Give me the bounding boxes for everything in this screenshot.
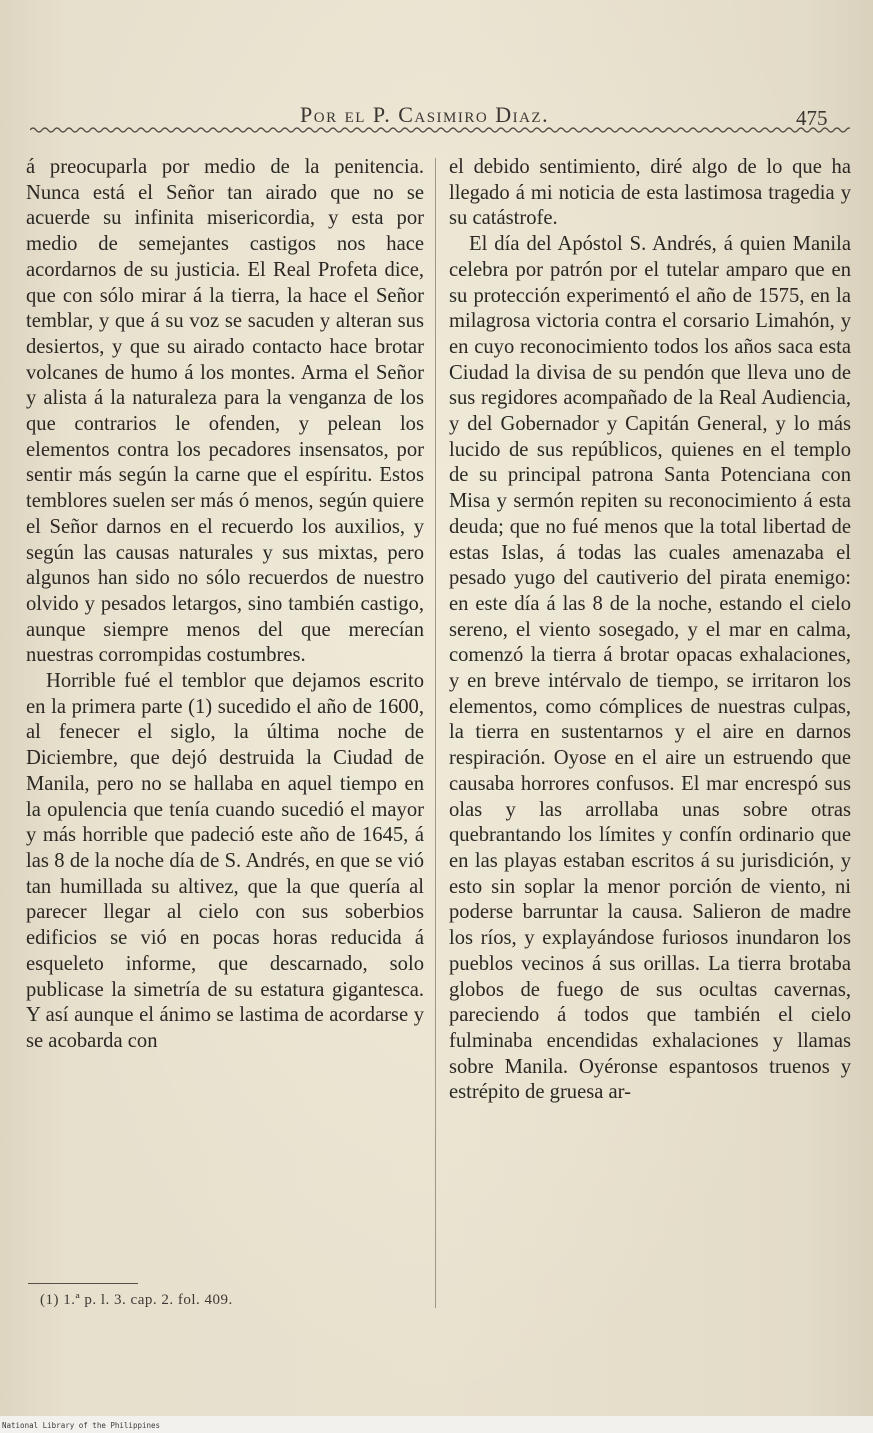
right-paragraph-1: el debido sentimiento, diré algo de lo que ha llegado á mi noticia de esta lastimosa tragedia y su catástrofe. [449,156,851,230]
footnote: (1) 1.ª p. l. 3. cap. 2. fol. 409. [40,1292,233,1308]
column-divider [435,158,436,1308]
running-title: Por el P. Casimiro Diaz. [300,102,550,127]
right-column [449,155,851,1106]
page-number: 475 [796,106,828,130]
left-paragraph-2: Horrible fué el temblor que dejamos escrito en la primera parte (1) sucedido el año de 1600, al fenecer el siglo, la última noche de Diciembre, que dejó destruida la Ciudad de Manila, pero no se hallaba en aquel tiempo en la opulencia que tenía cuando sucedió el mayor y más horrible que padeció este año de 1645, á las 8 de la noche día de S. Andrés, en que se vió tan humillada su altivez, que la que quería al parecer llegar al cielo con sus soberbios edificios se vió en pocas horas reducida á esqueleto informe, que descarnado, solo publicase la simetría de su estatura gigantesca. Y así aunque el ánimo se lastima de acordarse y se acobarda con [26,670,424,1052]
right-paragraph-2: El día del Apóstol S. Andrés, á quien Manila celebra por patrón por el tutelar amparo que en su protección experimentó el año de 1575, en la milagrosa victoria contra el corsario Limahón, y en cuyo reconocimiento todos los años saca esta Ciudad la divisa de su pendón que lleva uno de sus regidores acompañado de la Real Audiencia, y del Gobernador y Capitán General, y lo más lucido de sus repúblicos, quienes en el templo de su principal patrona Santa Potenciana con Misa y sermón repiten su reconocimiento á esta deuda; que no fué menos que la total libertad de estas Islas, á todas las cuales amenazaba el pesado yugo del cautiverio del pirata enemigo: en este día á las 8 de la noche, estando el cielo sereno, el viento sosegado, y el mar en calma, comenzó la tierra á brotar opacas exhalaciones, y en breve intérvalo de tiempo, se irritaron los elementos, como cómplices de nuestras culpas, la tierra en sustentarnos y el aire en darnos respiración. Oyose en el aire un estruendo que causaba horrores confusos. El mar encrespó sus olas y las arrollaba unas sobre otras quebrantando los límites y confín ordinario que en las playas estaban escritos á su jurisdición, y esto sin soplar la menor porción de viento, ni poderse barruntar la causa. Salieron de madre los ríos, y explayándose furiosos inundaron los pueblos vecinos á sus orillas. La tierra brotaba globos de fuego de sus ocultas cavernas, pareciendo á todos que también el cielo fulminaba encendidas exhalaciones y llamas sobre Manila. Oyéronse espantosos truenos y estrépito de gruesa ar- [449,233,851,1104]
footer-credit: National Library of the Philippines [2,1421,161,1430]
ornamental-wavy-rule [30,124,850,136]
footnote-rule [28,1283,138,1284]
left-paragraph-1: á preocuparla por medio de la penitencia. Nunca está el Señor tan airado que no se acuerde su infinita misericordia, y esta por medio de semejantes castigos nos hace acordarnos de su justicia. El Real Profeta dice, que con sólo mirar á la tierra, la hace el Señor temblar, y que á su voz se sacuden y alteran sus desiertos, y que su airado contacto hace brotar volcanes de humo á los montes. Arma el Señor y alista á la naturaleza para la venganza de los que contrarios le ofenden, y pelean los elementos contra los pecadores insensatos, por sentir más según la carne que el espíritu. Estos temblores suelen ser más ó menos, según quiere el Señor darnos en el recuerdo los auxilios, y según las causas naturales y sus mixtas, pero algunos han sido no sólo recuerdos de nuestro olvido y pesados letargos, sino también castigo, aunque siempre menos del que merecían nuestras corrompidas costumbres. [26,156,424,667]
left-column [26,155,424,1055]
